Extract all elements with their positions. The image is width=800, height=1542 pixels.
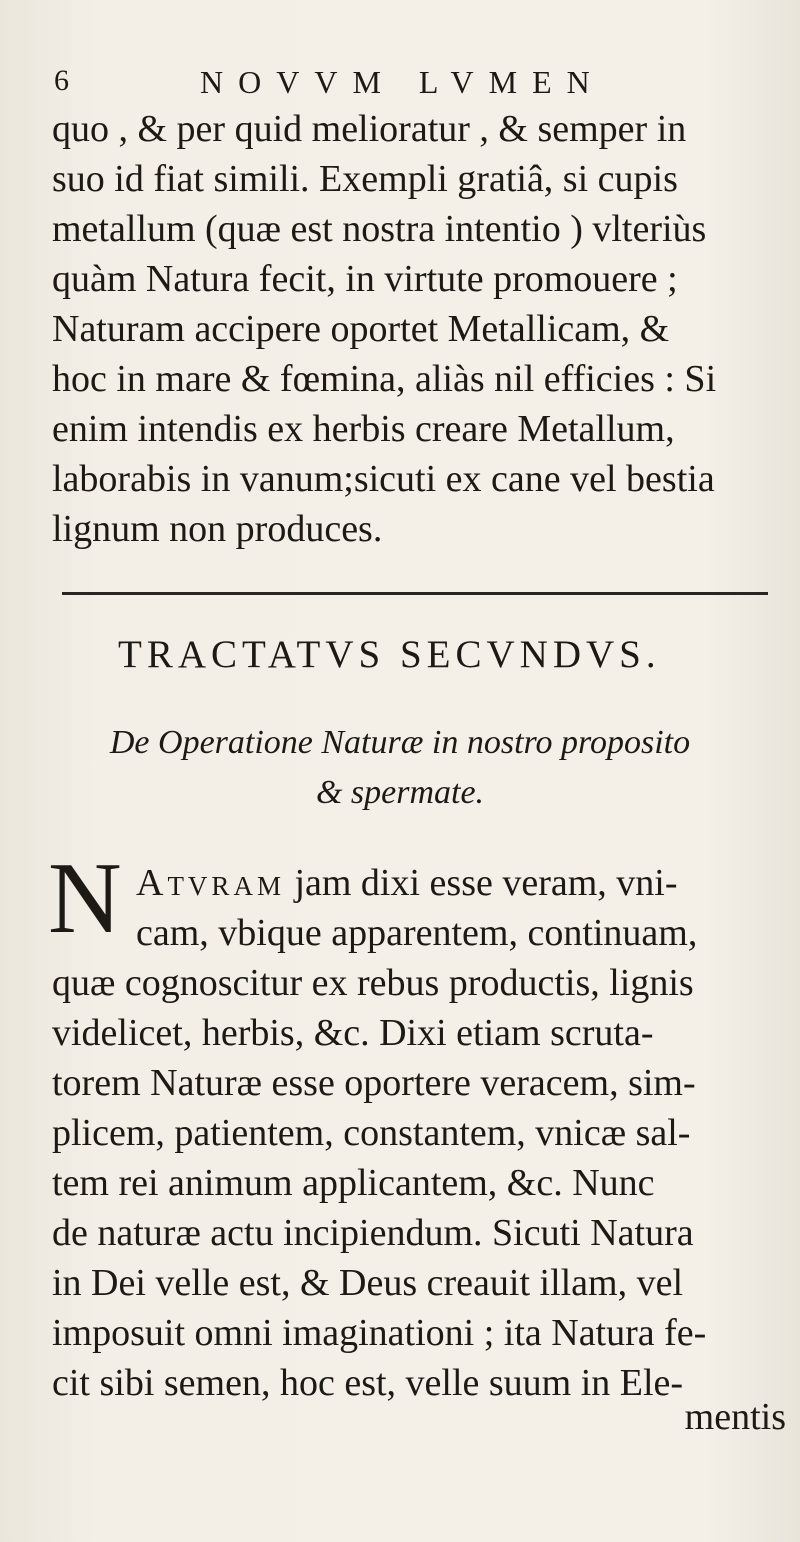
text-line: imposuit omni imaginationi ; ita Natura fe- — [52, 1312, 707, 1354]
text-line: metallum (quæ est nostra intentio ) vlteriùs — [52, 208, 707, 250]
text-line: lignum non produces. — [52, 508, 383, 550]
subtitle-line: De Operatione Naturæ in nostro proposito — [109, 724, 691, 761]
opening-rest: jam dixi esse veram, vni- — [284, 862, 678, 904]
opening-caps: Atvram — [136, 862, 285, 904]
text-line: cit sibi semen, hoc est, velle suum in Ele- — [52, 1362, 684, 1404]
page-number: 6 — [54, 64, 69, 97]
text-line: quàm Natura fecit, in virtute promouere ; — [52, 258, 678, 300]
text-line: torem Naturæ esse oportere veracem, sim- — [52, 1062, 696, 1104]
drop-capital: N — [48, 842, 122, 955]
text-line: cam, vbique apparentem, continuam, — [136, 912, 698, 954]
text-line: hoc in mare & fœmina, aliàs nil efficies : Si — [52, 358, 717, 400]
section-subtitle — [0, 718, 800, 818]
text-line: plicem, patientem, constantem, vnicæ sal- — [52, 1112, 691, 1154]
text-line: suo id fiat simili. Exempli gratiâ, si cupis — [52, 158, 678, 200]
text-line: laborabis in vanum;sicuti ex cane vel bestia — [52, 458, 715, 500]
text-line: Naturam accipere oportet Metallicam, & — [52, 308, 670, 350]
text-line: videlicet, herbis, &c. Dixi etiam scruta- — [52, 1012, 654, 1054]
running-title: NOVVM LVMEN — [200, 64, 605, 100]
text-line: quæ cognoscitur ex rebus productis, lignis — [52, 962, 694, 1004]
body-text — [52, 858, 792, 1408]
text-line: de naturæ actu incipiendum. Sicuti Natura — [52, 1212, 694, 1254]
section-title: TRACTATVS SECVNDVS. — [118, 633, 661, 676]
subtitle-line: & spermate. — [315, 774, 485, 811]
section-divider — [62, 592, 768, 595]
preface-text — [52, 104, 792, 554]
catchword: mentis — [684, 1396, 786, 1438]
text-line: quo , & per quid melioratur , & semper in — [52, 108, 687, 150]
text-line: enim intendis ex herbis creare Metallum, — [52, 408, 675, 450]
opening-line — [52, 858, 792, 908]
text-line: in Dei velle est, & Deus creauit illam, vel — [52, 1262, 684, 1304]
text-line: tem rei animum applicantem, &c. Nunc — [52, 1162, 655, 1204]
